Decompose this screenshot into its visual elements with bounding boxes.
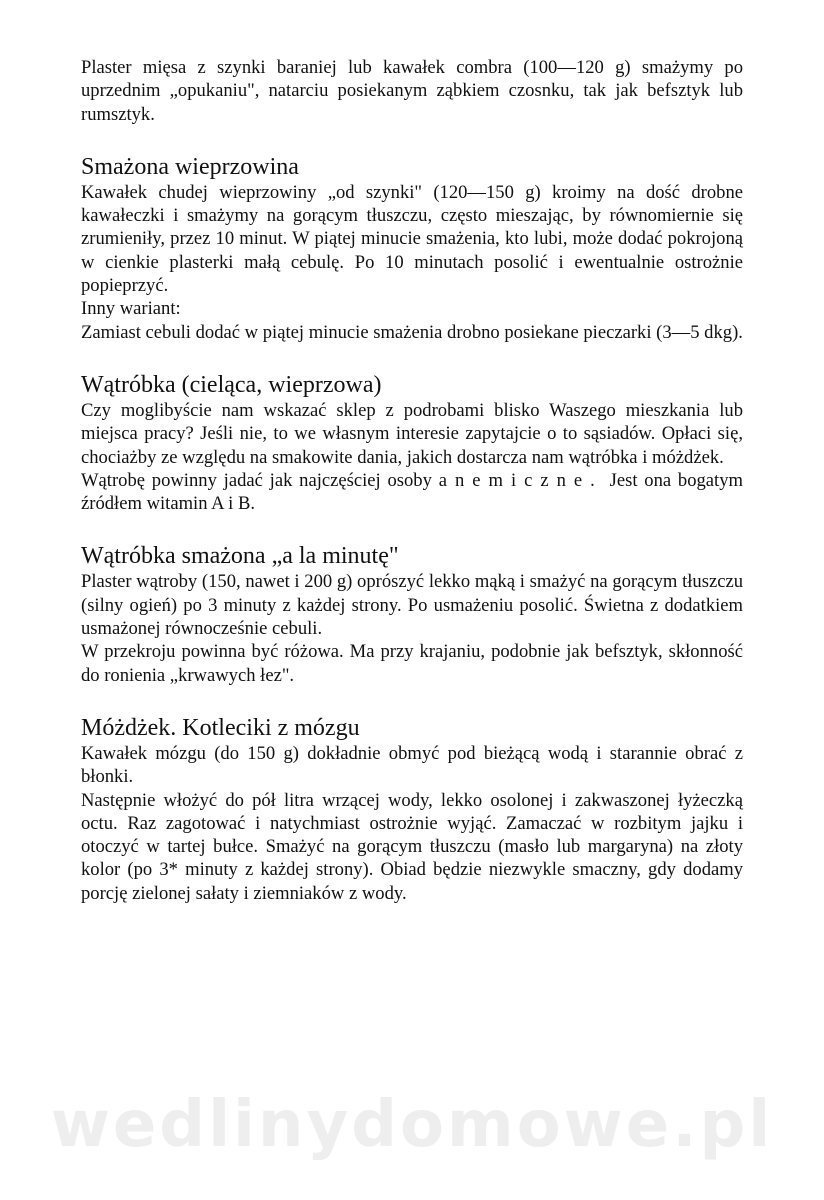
paragraph: Czy moglibyście nam wskazać sklep z podrobami blisko Waszego mieszkania lub miejsca pracy? Jeśli nie, to we własnym interesie zapytajcie o to sąsiadów. Opłaci się, chociażby ze względu na smakowite dania, jakich dostarcza nam wątróbka i móżdżek.: [81, 399, 743, 468]
paragraph: Kawałek mózgu (do 150 g) dokładnie obmyć pod bieżącą wodą i starannie obrać z błonki.: [81, 742, 743, 788]
spaced-word: anemiczne.: [438, 469, 603, 491]
paragraph: Następnie włożyć do pół litra wrzącej wody, lekko osolonej i zakwaszonej łyżeczką octu. Raz zagotować i natychmiast ostrożnie wyjąć. Zamaczać w rozbitym jajku i otoczyć w tartej bułce. Smażyć na gorącym tłuszczu (masło lub margaryna) na złoty kolor (po 3* minuty z każdej strony). Obiad będzie niezwykle smaczny, gdy dodamy porcję zielonej sałaty i ziemniaków z wody.: [81, 789, 743, 904]
section-smazona-wieprzowina: [81, 153, 743, 344]
text-before: Wątrobę powinny jadać jak najczęściej osoby: [81, 469, 439, 491]
section-title: Móżdżek. Kotleciki z mózgu: [81, 714, 360, 741]
paragraph: Zamiast cebuli dodać w piątej minucie smażenia drobno posiekane pieczarki (3—5 dkg).: [81, 321, 743, 343]
section-title: Wątróbka smażona „a la minutę": [81, 543, 399, 570]
paragraph: Kawałek chudej wieprzowiny „od szynki" (120—150 g) kroimy na dość drobne kawałeczki i smażymy na gorącym tłuszczu, często mieszając, by równomiernie się zrumieniły, przez 10 minut. W piątej minucie smażenia, kto lubi, może dodać pokrojoną w cienkie plasterki małą cebulę. Po 10 minutach posolić i ewentualnie ostrożnie popieprzyć.: [81, 181, 743, 297]
text-after: Jest ona bogatym źródłem witamin A i B.: [81, 469, 743, 515]
section-title: Smażona wieprzowina: [81, 153, 299, 180]
watermark: wedlinydomowe.pl: [50, 1088, 774, 1162]
paragraph: Plaster wątroby (150, nawet i 200 g) oprószyć lekko mąką i smażyć na gorącym tłuszczu (silny ogień) po 3 minuty z każdej strony. Po usmażeniu posolić. Świetna z dodatkiem usmażonej równocześnie cebuli.: [81, 571, 743, 640]
section-title: Wątróbka (cieląca, wieprzowa): [81, 371, 382, 398]
paragraph: W przekroju powinna być różowa. Ma przy krajaniu, podobnie jak befsztyk, skłonność do ronienia „krwawych łez".: [81, 641, 743, 686]
paragraph-anemic: [81, 469, 743, 516]
document-page: [81, 56, 743, 905]
paragraph: Inny wariant:: [81, 298, 181, 320]
intro-paragraph: Plaster mięsa z szynki baraniej lub kawałek combra (100—120 g) smażymy po uprzednim „opukaniu", natarciu posiekanym ząbkiem czosnku, tak jak befsztyk lub rumsztyk.: [81, 57, 743, 125]
section-watrobka: [81, 371, 743, 515]
section-watrobka-smazona: [81, 542, 743, 686]
section-mozdzek: [81, 714, 743, 905]
